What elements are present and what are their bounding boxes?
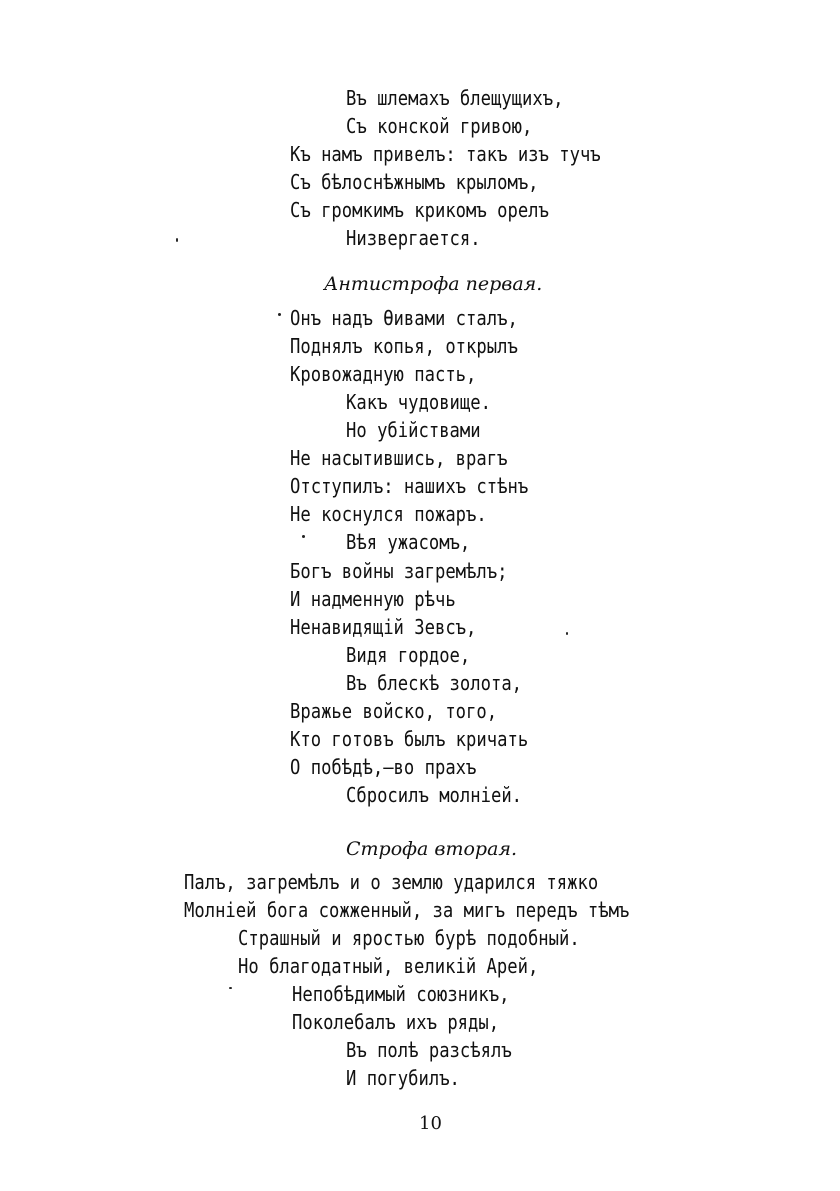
verse-line: Но благодатный, великій Арей, <box>238 954 539 978</box>
verse-line: Но убійствами <box>346 418 481 442</box>
verse-line: Отступилъ: нашихъ стѣнъ <box>290 474 529 498</box>
verse-line: Низвергается. <box>346 226 481 250</box>
section-heading: Строфа вторая. <box>346 838 518 860</box>
scan-speck <box>278 313 281 316</box>
verse-line: О побѣдѣ,—во прахъ <box>290 755 477 779</box>
verse-line: Палъ, загремѣлъ и о землю ударился тяжко <box>184 870 599 894</box>
verse-line: Къ намъ привелъ: такъ изъ тучъ <box>290 142 601 166</box>
verse-line: Въ блескѣ золота, <box>346 671 523 695</box>
verse-line: Страшный и яростью бурѣ подобный. <box>238 926 580 950</box>
verse-line: И погубилъ. <box>346 1066 460 1090</box>
verse-line: Вѣя ужасомъ, <box>346 530 471 554</box>
verse-line: Ненавидящій Зевсъ, <box>290 615 477 639</box>
verse-line: Вражье войско, того, <box>290 699 498 723</box>
verse-line: Кровожадную пасть, <box>290 362 477 386</box>
verse-line: Кто готовъ былъ кричать <box>290 727 529 751</box>
scan-speck <box>176 238 178 242</box>
verse-line: Съ конской гривою, <box>346 114 533 138</box>
section-heading: Антистрофа первая. <box>324 273 543 295</box>
page-number: 10 <box>419 1113 442 1134</box>
verse-line: Поколебалъ ихъ ряды, <box>292 1010 500 1034</box>
verse-line: Непобѣдимый союзникъ, <box>292 982 510 1006</box>
verse-line: Молніей бога сожженный, за мигъ передъ тѣмъ <box>184 898 630 922</box>
verse-line: Какъ чудовище. <box>346 390 491 414</box>
verse-line: Въ полѣ разсѣялъ <box>346 1038 512 1062</box>
verse-line: Видя гордое, <box>346 643 471 667</box>
verse-line: Сбросилъ молніей. <box>346 783 523 807</box>
scan-speck <box>566 632 568 635</box>
verse-line: Въ шлемахъ блещущихъ, <box>346 86 564 110</box>
verse-line: Онъ надъ Ѳивами сталъ, <box>290 306 518 330</box>
scan-speck <box>302 535 305 538</box>
verse-line: Съ громкимъ крикомъ орелъ <box>290 198 549 222</box>
verse-line: Богъ войны загремѣлъ; <box>290 559 508 583</box>
scan-speck <box>229 987 232 989</box>
verse-line: Поднялъ копья, открылъ <box>290 334 518 358</box>
verse-line: И надменную рѣчь <box>290 587 456 611</box>
verse-line: Не насытившись, врагъ <box>290 446 508 470</box>
verse-line: Не коснулся пожаръ. <box>290 502 487 526</box>
verse-line: Съ бѣлоснѣжнымъ крыломъ, <box>290 170 539 194</box>
